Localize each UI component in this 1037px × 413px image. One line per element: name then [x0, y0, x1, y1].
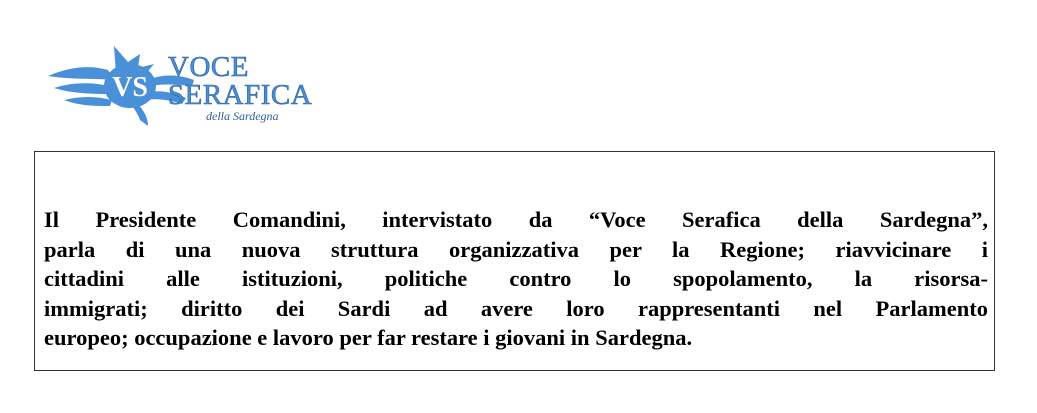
- logo-tagline: della Sardegna: [206, 109, 279, 123]
- logo-title-line2: SERAFICA: [168, 79, 313, 111]
- logo-title-line1: VOCE: [168, 51, 249, 83]
- article-line: Il Presidente Comandini, intervistato da “Voce Serafica della Sardegna”,: [44, 207, 988, 232]
- article-line: europeo; occupazione e lavoro per far restare i giovani in Sardegna.: [44, 325, 693, 351]
- article-summary: [44, 205, 988, 353]
- winged-monogram-icon: [44, 40, 404, 126]
- article-line: immigrati; diritto dei Sardi ad avere loro rappresentanti nel Parlamento: [44, 295, 988, 321]
- article-summary-box: [34, 151, 995, 371]
- voce-serafica-logo: [44, 40, 404, 126]
- logo-monogram: VS: [112, 72, 148, 103]
- article-line: parla di una nuova struttura organizzativa per la Regione; riavvicinare i: [44, 236, 988, 262]
- article-line: cittadini alle istituzioni, politiche contro lo spopolamento, la risorsa-: [44, 266, 988, 292]
